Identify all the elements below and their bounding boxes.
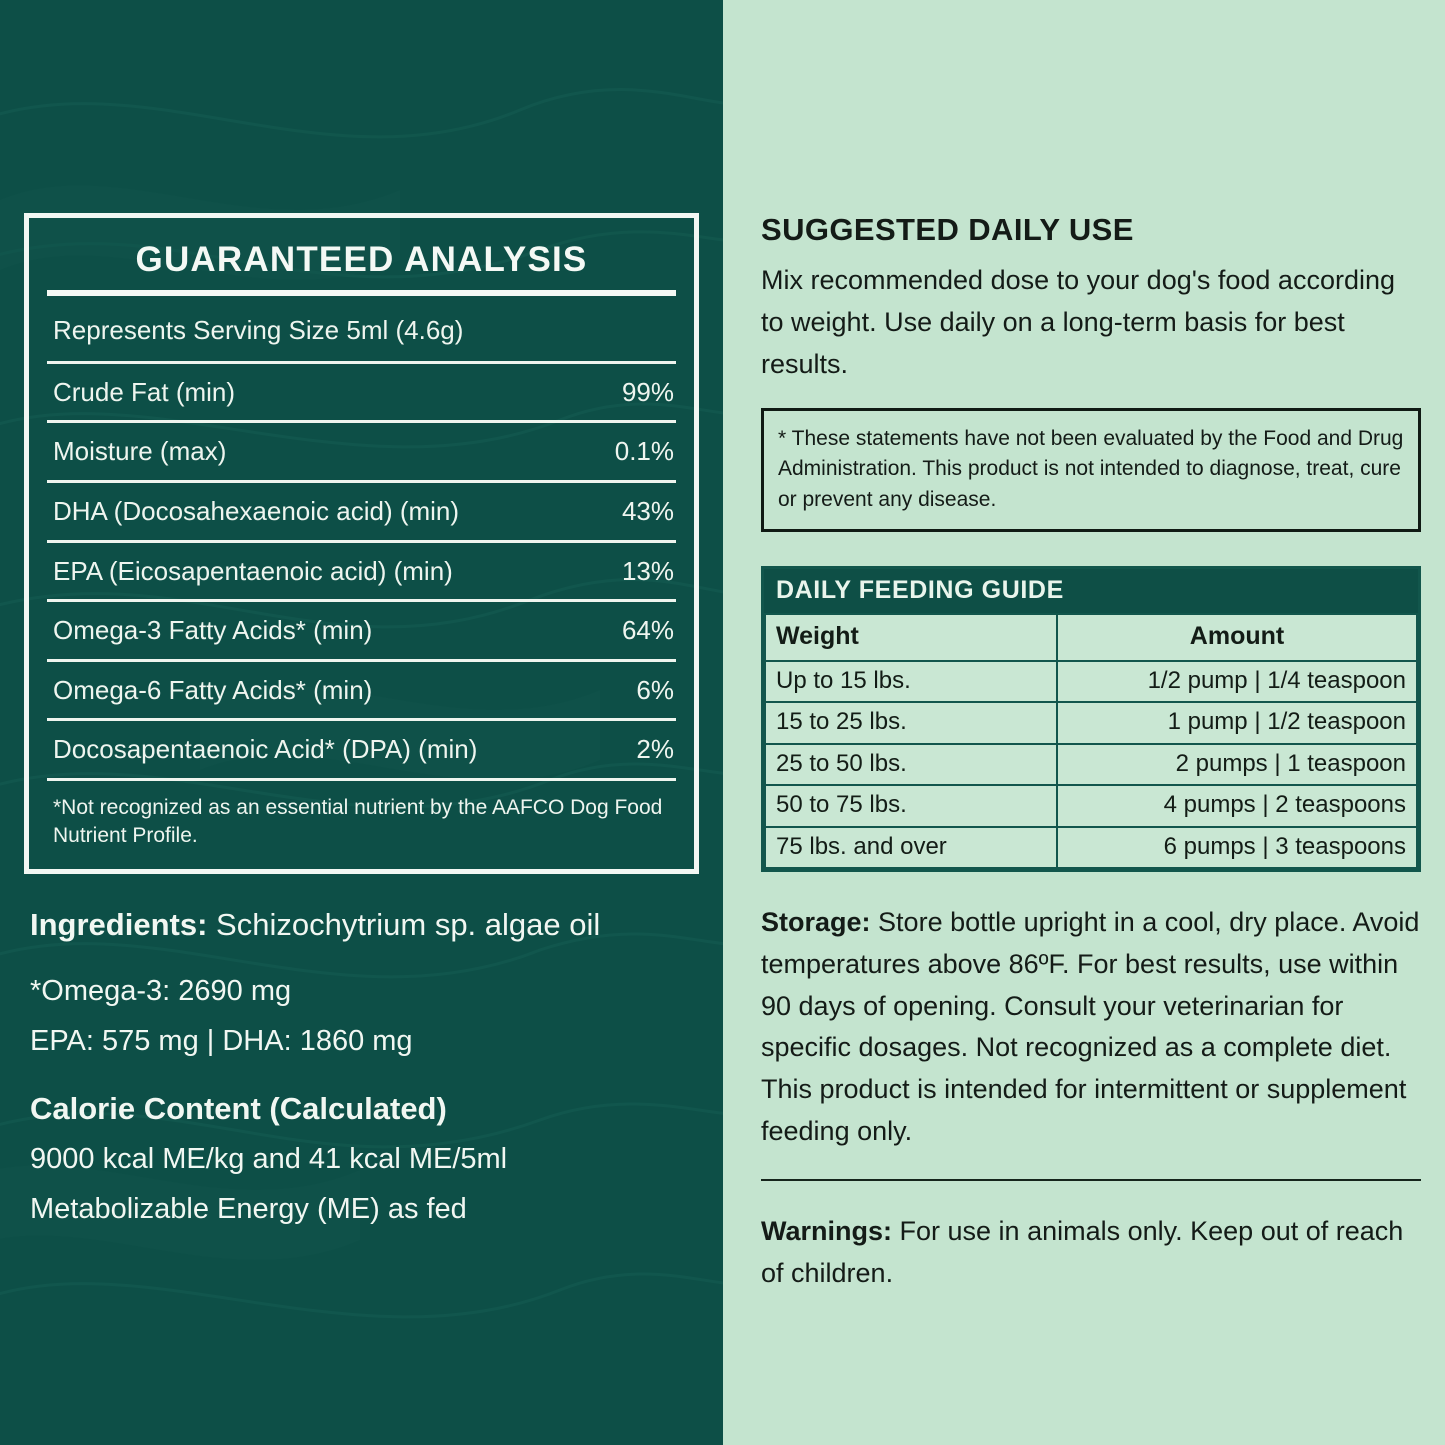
nutrient-value: 0.1% [614, 436, 674, 467]
table-row [765, 785, 1417, 826]
table-row [47, 540, 676, 600]
table-row [47, 659, 676, 719]
nutrient-value: 6% [636, 674, 674, 705]
aafco-footnote: *Not recognized as an essential nutrient by the AAFCO Dog Food Nutrient Profile. [47, 778, 676, 853]
nutrient-name: Omega-6 Fatty Acids* (min) [53, 674, 373, 705]
nutrient-name: Moisture (max) [53, 436, 227, 467]
calorie-content-title: Calorie Content (Calculated) [30, 1090, 447, 1126]
calorie-content-line-1: 9000 kcal ME/kg and 41 kcal ME/5ml [30, 1142, 508, 1175]
ingredients-label: Ingredients: [30, 906, 208, 942]
storage-label: Storage: [761, 906, 871, 937]
epa-dha-amount-line: EPA: 575 mg | DHA: 1860 mg [30, 1024, 413, 1057]
daily-feeding-guide-table [761, 566, 1421, 872]
table-row [765, 702, 1417, 743]
column-header-amount: Amount [1057, 614, 1417, 661]
column-header-weight: Weight [765, 614, 1057, 661]
weight-cell: 15 to 25 lbs. [765, 702, 1057, 743]
suggested-daily-use-title: SUGGESTED DAILY USE [761, 212, 1134, 247]
table-row [47, 599, 676, 659]
table-row [765, 661, 1417, 702]
calorie-content-line-2: Metabolizable Energy (ME) as fed [30, 1192, 467, 1225]
nutrient-name: DHA (Docosahexaenoic acid) (min) [53, 496, 460, 527]
nutrient-name: EPA (Eicosapentaenoic acid) (min) [53, 555, 453, 586]
guaranteed-analysis-title: GUARANTEED ANALYSIS [135, 240, 588, 279]
warnings-body: For use in animals only. Keep out of reach of children. [761, 1215, 1404, 1288]
warnings-label: Warnings: [761, 1215, 892, 1246]
weight-cell: Up to 15 lbs. [765, 661, 1057, 702]
nutrient-value: 13% [621, 555, 674, 586]
amount-cell: 1 pump | 1/2 teaspoon [1057, 702, 1417, 743]
warnings-section [761, 1211, 1421, 1295]
suggested-daily-use-body: Mix recommended dose to your dog's food according to weight. Use daily on a long-term basis for best results. [761, 265, 1395, 379]
table-row [47, 420, 676, 480]
table-row [765, 744, 1417, 785]
amount-cell: 6 pumps | 3 teaspoons [1057, 827, 1417, 868]
table-row [47, 361, 676, 421]
table-row [765, 827, 1417, 868]
guaranteed-analysis-box [24, 213, 699, 874]
storage-section [761, 902, 1421, 1153]
storage-body: Store bottle upright in a cool, dry place. Avoid temperatures above 86ºF. For best results, use within 90 days of opening. Consult your veterinarian for specific dosages. Not recognized as a complete diet. This product is intended for intermittent or supplement feeding only. [761, 906, 1420, 1147]
nutrient-name: Crude Fat (min) [53, 376, 236, 407]
fda-disclaimer-box: * These statements have not been evaluated by the Food and Drug Administration. This product is not intended to diagnose, treat, cure or prevent any disease. [761, 408, 1421, 532]
nutrient-value: 2% [636, 734, 674, 765]
ingredients-block [24, 908, 699, 1226]
table-row [47, 718, 676, 778]
amount-cell: 2 pumps | 1 teaspoon [1057, 744, 1417, 785]
usage-instructions-panel [723, 0, 1445, 1445]
omega3-amount-line: *Omega-3: 2690 mg [30, 974, 292, 1007]
amount-cell: 4 pumps | 2 teaspoons [1057, 785, 1417, 826]
table-header-row [765, 614, 1417, 661]
nutrient-value: 64% [621, 615, 674, 646]
nutrient-name: Docosapentaenoic Acid* (DPA) (min) [53, 734, 478, 765]
amount-cell: 1/2 pump | 1/4 teaspoon [1057, 661, 1417, 702]
ingredients-line [24, 908, 699, 942]
nutrient-value: 99% [621, 376, 674, 407]
weight-cell: 25 to 50 lbs. [765, 744, 1057, 785]
nutrient-name: Omega-3 Fatty Acids* (min) [53, 615, 373, 646]
table-row [47, 480, 676, 540]
weight-cell: 50 to 75 lbs. [765, 785, 1057, 826]
nutrient-value: 43% [621, 496, 674, 527]
feeding-guide-title: DAILY FEEDING GUIDE [764, 569, 1418, 614]
ingredients-value: Schizochytrium sp. algae oil [216, 906, 601, 942]
title-underline-rule [47, 290, 676, 296]
serving-size-line: Represents Serving Size 5ml (4.6g) [53, 315, 464, 346]
weight-cell: 75 lbs. and over [765, 827, 1057, 868]
section-divider [761, 1179, 1421, 1181]
